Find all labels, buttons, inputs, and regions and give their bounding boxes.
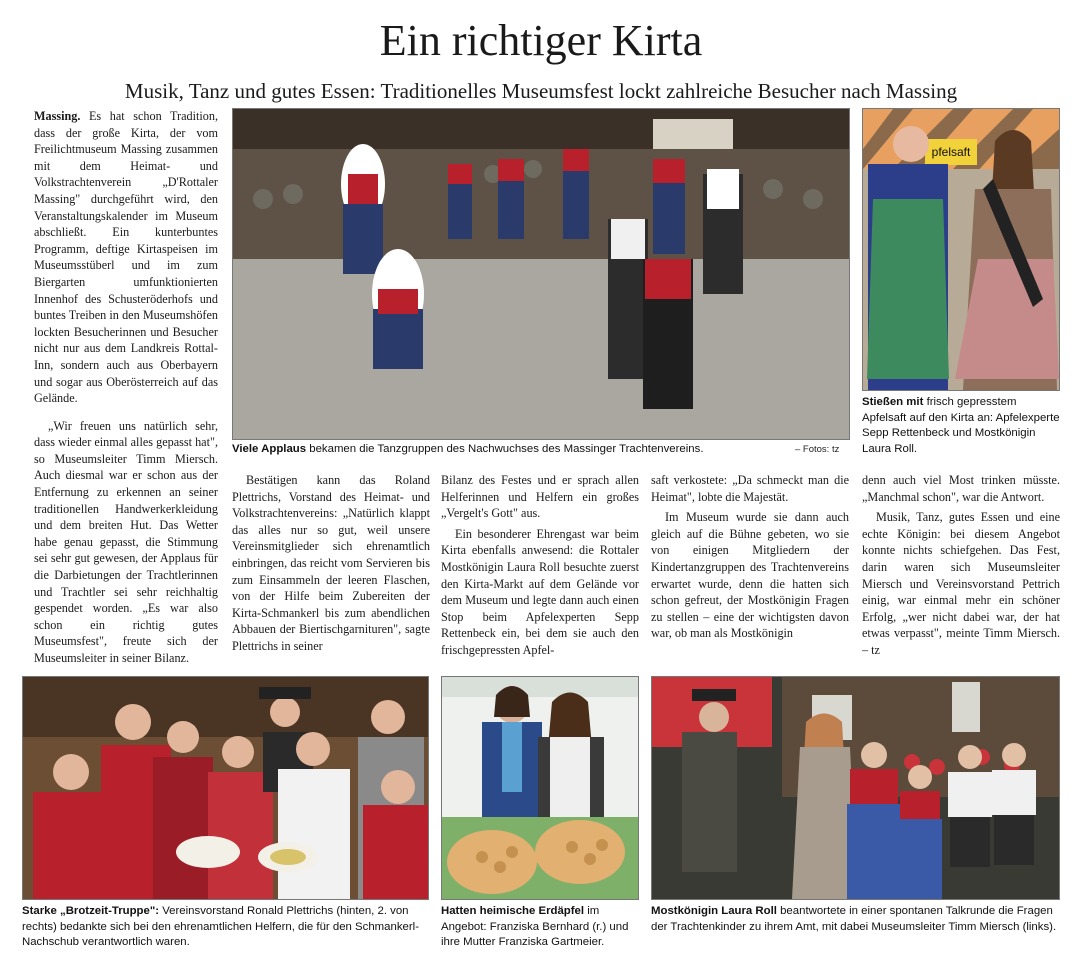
- dance-illustration: [233, 109, 849, 439]
- apfelsaft-illustration: [863, 109, 1059, 390]
- paragraph-antwort: denn auch viel Most trinken müsste. „Manchmal schon", war die Antwort.: [862, 473, 1060, 504]
- paragraph-plettrichs: Bestätigen kann das Roland Plettrichs, Vorstand des Heimat- und Volkstrachtenvereins: „Natürlich klappt das alles nur so gut, weil unsere Vereinsmitglieder sich ehrenamtlich einbringen, das reicht vom Servieren bis zum Einsammeln der leeren Flaschen, von der Hilfe beim Zubereiten der Kirta-Schmankerl bis zum abendlichen Abbauen der Biertischgarnituren", sagte Plettrichs in seiner: [232, 473, 430, 653]
- photo-apfelsaft: [862, 108, 1060, 391]
- paragraph-quote: „Wir freuen uns natürlich sehr, dass wieder einmal alles gepasst hat", so Museumsleiter Timm Miersch. Auch diesmal war er schon aus der Entfernung zu erkennen an seiner traditionellen Handwerkerkleidung und dem breiten Hut. Das Wetter habe genau gepasst, die Stimmung sei sehr gut gewesen, der Applaus für die Darbietungen der Trachtlerinnen und Trachtler sei sehr reichhaltig gespendet worden. „Es war also schon ein richtig gutes Museumsfest", freute sich der Museumsleiter in seiner Bilanz.: [34, 418, 218, 665]
- caption-apfelsaft: [862, 395, 1062, 457]
- photo-erdaepfel: [441, 676, 639, 900]
- subheadline: Musik, Tanz und gutes Essen: Traditionelles Museumsfest lockt zahlreiche Besucher nach Massing: [124, 79, 958, 103]
- paragraph-fazit: Musik, Tanz, gutes Essen und eine echte Königin: bei diesem Angebot konnte nichts schiefgehen. Das Fest, darin waren sich Museumsleiter Miersch und Vereinsvorstand Pettrich einig, war einmal mehr ein schöner Erfolg, „wer nicht dabei war, der hat etwas verpasst", meinte Timm Miersch. – tz: [862, 510, 1060, 657]
- caption-brotzeit: [22, 904, 432, 951]
- paragraph-ehrengast: Ein besonderer Ehrengast war beim Kirta ebenfalls anwesend: die Rottaler Mostkönigin Laura Roll besuchte zuerst den Kirta-Markt auf dem Gelände vor dem Museum und legte dann auch einen Stop beim Apfelexperten Sepp Rettenbeck ein, bei dem sie auch den frischgepressten Apfel-: [441, 526, 639, 657]
- caption-mostkoenigin: [651, 904, 1063, 935]
- paragraph-bilanz: Bilanz des Festes und er sprach allen Helferinnen und Helfern ein großes „Vergelt's Gott" aus.: [441, 473, 639, 521]
- caption-mostkoenigin-bold: Mostkönigin Laura Roll: [651, 905, 777, 917]
- article-column-3: [441, 472, 639, 659]
- intro-text: Es hat schon Tradition, dass der große Kirta, der vom Freilichtmuseum Massing zusammen mit dem Heimat- und Volkstrachtenverein „D'Rottaler Massing" durchgeführt wird, den Veranstaltungskalender im Museum abschließt. Ein kunterbuntes Programm, deftige Kirtaspeisen im Museumsstüberl und im zum Biergarten umfunktionierten Innenhof des Schusteröderhofs und buntes Treiben in den Museumshöfen lockten Besucherinnen und Besucher nicht nur aus dem Landkreis Rottal-Inn, sondern auch aus Oberbayern und sogar aus Oberösterreich auf das Gelände.: [34, 109, 219, 406]
- caption-apfelsaft-text: frisch gepresstem Apfelsaft auf den Kirta an: Apfelexperte Sepp Rettenbeck und Mostkönigin Laura Roll.: [862, 396, 1060, 455]
- photo-brotzeit: [22, 676, 429, 900]
- article-column-1: [34, 108, 218, 667]
- brotzeit-illustration: [23, 677, 428, 899]
- caption-dance-text: bekamen die Tanzgruppen des Nachwuchses des Massinger Trachtenvereins.: [306, 443, 704, 455]
- caption-dance: [232, 442, 772, 458]
- caption-dance-bold: Viele Applaus: [232, 443, 307, 455]
- photo-dance: [232, 108, 850, 440]
- caption-mostkoenigin-text: beantwortete in einer spontanen Talkrunde die Fragen der Trachtenkinder zu ihrem Amt, mit dabei Museumsleiter Timm Miersch (links).: [651, 905, 1057, 933]
- caption-brotzeit-text: Vereinsvorstand Ronald Plettrichs (hinten, 2. von rechts) bedankte sich bei den ehrenamtlichen Helfern, die für den Schmankerl-Nachschub verantwortlich waren.: [22, 905, 419, 949]
- dateline: Massing.: [34, 109, 81, 123]
- photo-credit: – Fotos: tz: [795, 444, 840, 455]
- article-column-5: [862, 472, 1060, 659]
- caption-erdaepfel-bold: Hatten heimische Erdäpfel: [441, 905, 585, 917]
- caption-brotzeit-bold: Starke „Brotzeit-Truppe":: [22, 905, 160, 917]
- photo-mostkoenigin: [651, 676, 1060, 900]
- mostkoenigin-illustration: [652, 677, 1059, 899]
- article-column-2: [232, 472, 430, 655]
- apfelsaft-sign-text: pfelsaft: [931, 145, 971, 159]
- caption-erdaepfel-text: im Angebot: Franziska Bernhard (r.) und ihre Mutter Franziska Gartmeier.: [441, 905, 629, 949]
- paragraph-buehne: Im Museum wurde sie dann auch gleich auf die Bühne gebeten, wo sie von einigen Mitgliedern der Kindertanzgruppen des Trachtenvereins erwartet wurde, denn die hatten sich schon gefreut, der Mostkönigin Fragen zu stellen – eine der wichtigsten davon war, ob man als Mostkönigin: [651, 510, 849, 641]
- headline: Ein richtiger Kirta: [379, 16, 703, 65]
- paragraph-verkostung: saft verkostete: „Da schmeckt man die Heimat", lobte die Majestät.: [651, 473, 849, 504]
- caption-erdaepfel: [441, 904, 641, 951]
- article-column-4: [651, 472, 849, 642]
- paragraph-intro: [34, 108, 218, 407]
- caption-apfelsaft-bold: Stießen mit: [862, 396, 924, 408]
- erdaepfel-illustration: [442, 677, 638, 899]
